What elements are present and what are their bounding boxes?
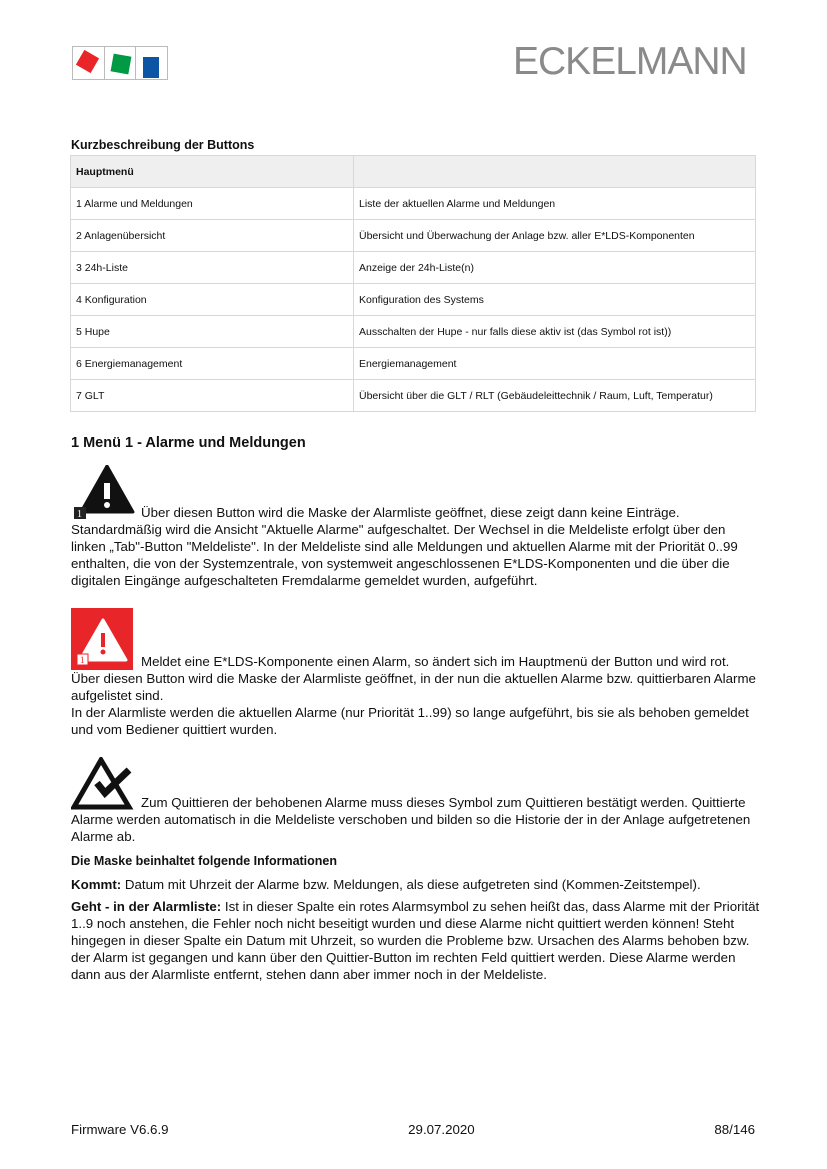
brand-logo: ECKELMANN xyxy=(513,40,747,83)
cell: Konfiguration des Systems xyxy=(354,284,756,316)
page-footer xyxy=(71,1122,755,1137)
cell: Ausschalten der Hupe - nur falls diese aktiv ist (das Symbol rot ist)) xyxy=(354,316,756,348)
table-row xyxy=(71,284,756,316)
acknowledge-icon xyxy=(71,757,135,811)
red-alarm-icon xyxy=(71,608,135,670)
section-heading: 1 Menü 1 - Alarme und Meldungen xyxy=(71,435,306,451)
page-number: 88/146 xyxy=(714,1122,755,1137)
cell: 6 Energiemanagement xyxy=(71,348,354,380)
table-row xyxy=(71,188,756,220)
cell: Energiemanagement xyxy=(354,348,756,380)
paragraph-acknowledge xyxy=(71,757,761,845)
table-row xyxy=(71,348,756,380)
cell: 5 Hupe xyxy=(71,316,354,348)
svg-text:1: 1 xyxy=(77,509,82,520)
alarm-warning-icon xyxy=(71,465,135,521)
paragraph-red-alarm xyxy=(71,608,761,738)
cell: Übersicht über die GLT / RLT (Gebäudeleittechnik / Raum, Luft, Temperatur) xyxy=(354,380,756,412)
cell: Liste der aktuellen Alarme und Meldungen xyxy=(354,188,756,220)
company-logo-squares xyxy=(72,46,168,80)
paragraph-text: Meldet eine E*LDS-Komponente einen Alarm, so ändert sich im Hauptmenü der Button und wird rot. Über diesen Button wird die Maske der Alarmliste geöffnet, in der nun die aktuellen Alarme bzw. quittierbaren Alarme aufgelistet sind. xyxy=(71,654,756,703)
paragraph-text: Über diesen Button wird die Maske der Alarmliste geöffnet, diese zeigt dann keine Einträge. Standardmäßig wird die Ansicht "Aktuelle Alarme" aufgeschaltet. Der Wechsel in die Meldeliste erfolgt über den linken „Tab"-Button "Meldeliste". In der Meldeliste sind alle Meldungen und aktuellen Alarme mit der Priorität 0..99 enthalten, die von der Systemzentrale, von systemweit angeschlossenen E*LDS-Komponenten und die über die digitalen Eingänge aufgeschalteten Fremdalarme gemeldet wurden, aufgeführt. xyxy=(71,505,738,588)
firmware-version: Firmware V6.6.9 xyxy=(71,1122,169,1137)
header-cell: Hauptmenü xyxy=(71,156,354,188)
paragraph-alarm-button xyxy=(71,465,761,589)
cell: 1 Alarme und Meldungen xyxy=(71,188,354,220)
subheading: Die Maske beinhaltet folgende Informationen xyxy=(71,854,338,868)
table-row xyxy=(71,380,756,412)
table-row xyxy=(71,220,756,252)
term-label: Kommt: xyxy=(71,877,122,892)
document-date: 29.07.2020 xyxy=(408,1122,475,1137)
cell: 4 Konfiguration xyxy=(71,284,354,316)
header-cell xyxy=(354,156,756,188)
cell: Anzeige der 24h-Liste(n) xyxy=(354,252,756,284)
paragraph-text: Zum Quittieren der behobenen Alarme muss dieses Symbol zum Quittieren bestätigt werden. Quittierte Alarme werden automatisch in die Meldeliste verschoben und bilden so die Historie der in der Anlage aufgetretenen Alarme ab. xyxy=(71,795,751,844)
table-row xyxy=(71,316,756,348)
term-text: Datum mit Uhrzeit der Alarme bzw. Meldungen, als diese aufgetreten sind (Kommen-Zeitstempel). xyxy=(121,877,701,892)
cell: Übersicht und Überwachung der Anlage bzw. aller E*LDS-Komponenten xyxy=(354,220,756,252)
svg-text:1: 1 xyxy=(80,655,85,665)
paragraph-geht xyxy=(71,898,761,983)
cell: 2 Anlagenübersicht xyxy=(71,220,354,252)
term-label: Geht - in der Alarmliste: xyxy=(71,899,222,914)
cell: 7 GLT xyxy=(71,380,354,412)
cell: 3 24h-Liste xyxy=(71,252,354,284)
table-title: Kurzbeschreibung der Buttons xyxy=(71,138,255,152)
term-text: Ist in dieser Spalte ein rotes Alarmsymbol zu sehen heißt das, dass Alarme mit der Priorität 1..9 noch anstehen, die Fehler noch nicht beseitigt wurden und diese Alarme nicht quittiert werden können! Steht hingegen in dieser Spalte ein Datum mit Uhrzeit, so wurden die Probleme bzw. Ursachen des Alarms behoben bzw. der Alarm ist gegangen und kann über den Quittier-Button im rechten Feld quittiert werden. Diese Alarme werden dann aus der Alarmliste entfernt, stehen dann aber immer noch in der Meldeliste. xyxy=(71,899,760,982)
table-row xyxy=(71,252,756,284)
table-header-row xyxy=(71,156,756,188)
paragraph-text: In der Alarmliste werden die aktuellen Alarme (nur Priorität 1..99) so lange aufgeführt, bis sie als behoben gemeldet und vom Bediener quittiert wurden. xyxy=(71,705,749,737)
paragraph-kommt xyxy=(71,876,761,893)
buttons-table xyxy=(70,155,756,412)
